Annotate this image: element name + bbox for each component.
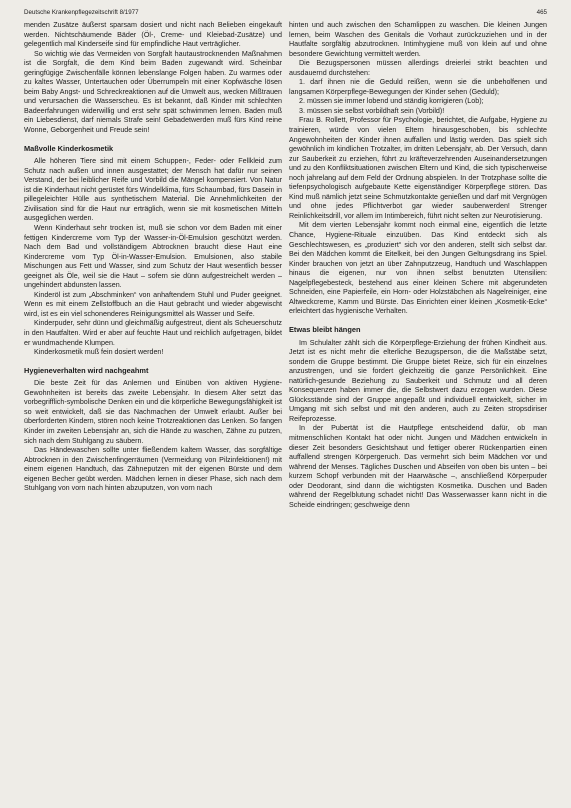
paragraph: Die Bezugspersonen müssen allerdings dreierlei strikt beachten und ausdauernd durchstehen: (289, 59, 547, 77)
section-heading: Maßvolle Kinderkosmetik (24, 143, 114, 153)
paragraph: Frau B. Rollett, Professor für Psychologie, berichtet, die Aufgabe, Hygiene zu trainieren, würde von vielen Eltern hinausgeschoben, bis schlechte Angewohnheiten der Kinder ihnen auffallen und lästig werden. Das spielt sich gewöhnlich im kindlichen Trotzalter, im dritten Lebensjahr, ab. Der Versuch, dann zur Sauberkeit zu erziehen, führt zu kräfteverzehrenden Auseinandersetzungen und zu den Konfliktsituationen zwischen Eltern und Kind, die sich typischerweise noch jahrelang auf dem Feld der Ordnung abspielen. In der Trotzphase sollte die tiefenpsychologisch aufgebaute Kette eigenständiger Körperpflege stören. Das Kind muß nämlich jetzt seine Schmutzkontakte genießen und darf mit Vergnügen und ohne jedes Pflichtverbot gar wieder sauberwerden! Strenger Reinlichkeitsdrill, vor allem im Intimbereich, führt nicht selten zur Neurotisierung. (289, 116, 547, 220)
paragraph: Kinderkosmetik muß fein dosiert werden! (34, 348, 164, 357)
paragraph: menden Zusätze äußerst sparsam dosiert und nicht nach Belieben eingekauft werden. Nichtschäumende Bäder (Öl-, Creme- und Kleiebad-Zusätze) und gelegentlich mal Kinderseife sind für empfindliche Haut verträglicher. (24, 21, 282, 49)
journal-title: Deutsche Krankenpflegezeitschrift 8/1977 (24, 9, 139, 16)
paragraph: Kinderöl ist zum „Abschminken“ von anhaftendem Stuhl und Puder geeignet. Wenn es mit einem Zellstoffbuch an die Haut gebracht und wieder abgewischt wird, ist es ein viel schonenderes Reinigungsmittel als Wasser und Seife. (24, 290, 282, 318)
paragraph: In der Pubertät ist die Hautpflege entscheidend dafür, ob man mitmenschlichen Kontakt hat oder nicht. Jungen und Mädchen entwickeln in dieser Zeit besonders Gesichtshaut und fettiger oberer Rückenpartien einen auffallend strengen Körpergeruch. Das vermehrt sich beim Mädchen vor und während der Menses. Tägliches Duschen und Abseifen von oben bis unten – bei kurzem Schopf verbunden mit der Haarwäsche –, anschließend Körperpuder oder Deodorant, sind dann die wichtigsten Kosmetika. Duschen und Baden während der Regelblutung schadet nicht! Das Wasserwasser kann nicht in die Scheide eindringen; geschweige denn (289, 424, 547, 509)
section-heading: Etwas bleibt hängen (289, 324, 361, 334)
page-number: 465 (536, 9, 547, 16)
section-heading: Hygieneverhalten wird nachgeahmt (24, 365, 149, 375)
list-item: 3. müssen sie selbst vorbildhaft sein (Vorbild)! (299, 106, 445, 115)
left-column (24, 21, 282, 494)
paragraph: Wenn Kinderhaut sehr trocken ist, muß sie schon vor dem Baden mit einer fettigen Kindercreme vom Typ der Wasser-in-Öl-Emulsion geschützt werden. Nach dem Bad und vollständigem Abtrocknen braucht diese Haut eine Kindercreme vom Typ Öl-in-Wasser-Emulsion. Emulsionen, also stabile Mischungen aus Fett und Wasser, sind zum Schutz der Haut wesentlich besser geeignet als Öle, weil sie die Haut – sofern sie dünn aufgestreichelt werden – ungehindert abdunsten lassen. (24, 223, 282, 290)
paragraph: Die beste Zeit für das Anlernen und Einüben von aktiven Hygiene-Gewohnheiten ist bereits das zweite Lebensjahr. In diesem Alter setzt das vorbegrifflich-symbolische Denken ein und die körperliche Bewegungsfähigkeit ist so weit entwickelt, daß sie das Nachmachen der Umwelt erlaubt. Außer bei überforderten Kindern, stören noch keine Trotzreaktionen das Lenken. So fangen Kinder im zweiten Lebensjahr an, sich die Hände zu waschen, Zähne zu putzen, sich nach dem Stuhlgang zu säubern. (24, 379, 282, 445)
paragraph: Im Schulalter zählt sich die Körperpflege-Erziehung der frühen Kindheit aus. Jetzt ist es nicht mehr die elterliche Bezugsperson, die die Maßstäbe setzt, sondern die Gruppe bestimmt. Die Gruppe bietet Reize, sich für ein einzelnes anzustrengen, und sie fordert gleichzeitig die ganze Persönlichkeit. Eine natürlich-gesunde Beziehung zu Sauberkeit und Schmutz und all deren Konsequenzen haben immer die, die Selbstwert dazu erzogen wurden. Diese Glücksstände sind der Gruppe angepaßt und individuell entwickelt, sicher im Umgang mit sich selbst und mit den anderen, auch zu Zeiten stropsdiriser Reifeprozesse. (289, 338, 547, 423)
paragraph: Kinderpuder, sehr dünn und gleichmäßig aufgestreut, dient als Scheuerschutz in den Hautfalten. Wird er aber auf feuchte Haut und reichlich aufgetragen, bildet er wundmachende Klumpen. (24, 319, 282, 347)
paragraph: So wichtig wie das Vermeiden von Sorgfalt hautaustrocknenden Maßnahmen ist die Sorgfalt, die dem Kind beim Baden zugewandt wird. Scheinbar geringfügige Zwischenfälle können lebenslange Folgen haben. Zu warmes oder zu kaltes Wasser, Untertauchen oder Überrumpeln mit einer Kopfwäsche lösen beim Baby Angst- und Schreckreaktionen auf die Umwelt aus, wecken Mißtrauen und verursachen die Wasserscheu. Es ist bekannt, daß Kinder mit schlechten Badeerfahrungen widerwillig und erst sehr spät schwimmen lernen. Baden muß ein Liebesdienst, darf niemals Strafe sein! Gebadetwerden muß fürs Kind reine Wonne, Geborgenheit und Freude sein! (24, 49, 282, 135)
page-header (24, 8, 547, 18)
list-item: 1. darf ihnen nie die Geduld reißen, wenn sie die unbeholfenen und langsamen Körperpflege-Bewegungen der Kinder sehen (Geduld); (289, 78, 547, 96)
paragraph: Das Händewaschen sollte unter fließendem kaltem Wasser, das sorgfältige Abtrocknen in den Zwischenfingerräumen (Vermeidung von Pilzinfektionen!) mit einem eigenen Handtuch, das Zähneputzen mit der eigenen Bürste und dem eigenen Becher geübt werden. Mädchen lernen in dieser Phase, sich nach dem Stuhlgang von vorn nach hinten abzuputzen, von vorn nach (24, 446, 282, 493)
paragraph: hinten und auch zwischen den Schamlippen zu waschen. Die kleinen Jungen lernen, beim Waschen des Genitals die Vorhaut zurückzuziehen und in der Hautfalte sorgfältig abzutrocknen. Intimhygiene muß von klein auf und ohne besondere Gewichtung vermittelt werden. (289, 21, 547, 58)
paragraph: Mit dem vierten Lebensjahr kommt noch einmal eine, eigentlich die letzte Chance, Hygiene-Rituale einzuüben. Das Kind entdeckt sich als Geschlechtswesen, es „produziert“ sich vor den anderen, stellt sich selbst dar. Bei den Mädchen kommt die Eitelkeit, bei den Jungen Geltungsdrang ins Spiel. Kinder brauchen von jetzt an über Zahnputzzeug, Handtuch und Waschlappen hinaus die eigenen, nur von ihnen selbst benutzten Utensilien: Nagelpflegebesteck, bestehend aus einer kleinen Schere mit abgerundeten Schneiden, eine Papierfeile, ein Horn- oder Holzstäbchen als Nagelreiniger, eine Altweckcreme, Kamm und Bürste. Das Einrichten einer kleinen „Kosmetik-Ecke“ erleichtert das hygienische Verhalten. (289, 221, 547, 316)
paragraph: Alle höheren Tiere sind mit einem Schuppen-, Feder- oder Fellkleid zum Schutz nach außen und innen ausgestattet; der Mensch hat dafür nur seinen Verstand, der bei leiblicher Reife und Vorbild die Mängel kompensiert. Von Natur ist die Kinderhaut nicht gerüstet fürs Windelklima, fürs Schaumbad, fürs Dasein in pillegeleichter Hülle aus synthetischem Material. Die Annehmlichkeiten der Zivilisation sind für die Haut nur erträglich, wenn sie mit kosmetischen Mitteln ausgeglichen werden. (24, 157, 282, 223)
right-column (289, 21, 547, 510)
list-item: 2. müssen sie immer lobend und ständig korrigieren (Lob); (299, 97, 484, 106)
